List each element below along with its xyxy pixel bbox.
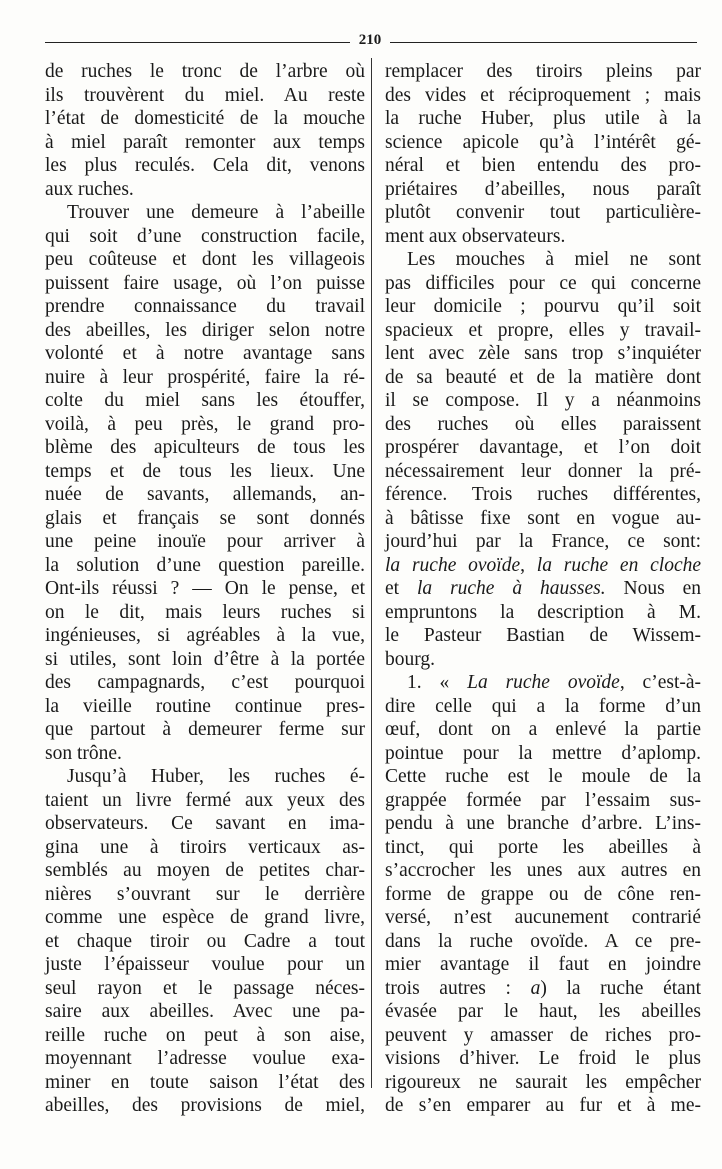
- text-line: Trouver une demeure à l’abeille: [67, 202, 365, 223]
- text-line: des abeilles, les diriger selon notre: [45, 319, 365, 341]
- text-line: pas difficiles pour ce qui concerne: [385, 272, 701, 294]
- text-line: nuire à leur prospérité, faire la ré-: [45, 366, 365, 388]
- text-line: visions d’hiver. Le froid le plus: [385, 1048, 701, 1069]
- text-line: Ont-ils réussi ? — On le pense, et: [45, 578, 365, 599]
- header-rule-left: [45, 42, 350, 43]
- text-line: [385, 671, 701, 695]
- text-line: s’accrocher les unes aux autres en: [385, 860, 701, 881]
- text-line: colte du miel sans les étouffer,: [45, 390, 365, 411]
- text-run: 1. «: [407, 672, 468, 693]
- text-line: ils trouvèrent du miel. Au reste: [45, 84, 365, 106]
- text-line: taient un livre fermé aux yeux des: [45, 789, 365, 811]
- text-line: peu coûteuse et dont les villageois: [45, 249, 365, 270]
- text-line: tinct, qui porte les abeilles à: [385, 836, 701, 858]
- text-line: des ruches où elles paraissent: [385, 413, 701, 435]
- text-line: juste l’épaisseur voulue pour un: [45, 954, 365, 975]
- text-line: peuvent y amasser de riches pro-: [385, 1024, 701, 1046]
- text-line: ment aux observateurs.: [385, 225, 566, 247]
- text-line: de s’en emparer au fur et à me-: [385, 1095, 701, 1116]
- text-line: science apicole qu’à l’intérêt gé-: [385, 131, 701, 153]
- page-number: 210: [358, 32, 382, 48]
- text-line: grappée formée par l’essaim sus-: [385, 789, 701, 811]
- text-run: Nous en: [605, 578, 701, 599]
- text-line: temps et de tous les lieux. Une: [45, 460, 365, 482]
- text-line: et chaque tiroir ou Cadre a tout: [45, 930, 365, 952]
- text-line: bourg.: [385, 648, 436, 670]
- text-line: mier avantage il faut en joindre: [385, 954, 701, 975]
- text-line: voilà, à peu près, le grand pro-: [45, 413, 365, 435]
- text-run: , c’est-à-: [619, 672, 702, 693]
- text-line: néral et bien entendu des pro-: [385, 155, 701, 176]
- text-line: gina une à tiroirs verticaux as-: [45, 836, 365, 858]
- text-line: nières s’ouvrant sur le derrière: [45, 883, 365, 905]
- text-line: spacieux et propre, elles y travail-: [385, 319, 701, 341]
- text-line: prendre connaissance du travail: [45, 296, 365, 317]
- text-line: semblés au moyen de petites char-: [45, 860, 365, 881]
- text-line: il se compose. Il y a néanmoins: [385, 390, 701, 411]
- text-line: prospérer davantage, et l’on doit: [385, 437, 701, 458]
- text-line: des vides et réciproquement ; mais: [385, 84, 701, 106]
- text-line: dire celle qui a la forme d’un: [385, 695, 701, 717]
- text-line: abeilles, des provisions de miel,: [45, 1095, 365, 1116]
- text-line: moyennant l’adresse voulue exa-: [45, 1048, 365, 1069]
- text-line: forme de grappe ou de cône ren-: [385, 883, 701, 905]
- header-rule-right: [390, 42, 697, 43]
- text-line: nécessairement leur donner la pré-: [385, 460, 701, 482]
- text-line: glais et français se sont donnés: [45, 507, 365, 529]
- text-line: de sa beauté et de la matière dont: [385, 366, 701, 388]
- text-line: dans la ruche ovoïde. A ce pre-: [385, 930, 701, 952]
- page-header: [45, 30, 697, 50]
- text-line: de ruches le tronc de l’arbre où: [45, 61, 365, 82]
- text-line: [385, 977, 701, 1001]
- text-line: comme une espèce de grand livre,: [45, 907, 365, 928]
- text-run: et: [385, 578, 417, 599]
- text-line: évasée par le haut, les abeilles: [385, 1001, 701, 1022]
- text-line: aux ruches.: [45, 178, 134, 200]
- text-line: œuf, dont on a enlevé la partie: [385, 719, 701, 740]
- text-run: ) la ruche étant: [540, 977, 701, 999]
- text-line: si utiles, sont loin d’être à la portée: [45, 648, 365, 670]
- text-line: à bâtisse fixe sont en vogue au-: [385, 507, 701, 529]
- text-line: la vieille routine continue pres-: [45, 695, 365, 717]
- text-line: jourd’hui par la France, ce sont:: [385, 531, 701, 552]
- text-line: remplacer des tiroirs pleins par: [385, 61, 701, 82]
- text-line: lent avec zèle sans trop s’inquiéter: [385, 343, 701, 364]
- italic-text: la ruche en cloche: [536, 554, 702, 576]
- right-text-column: [385, 60, 701, 1118]
- text-line: seul rayon et le passage néces-: [45, 977, 365, 999]
- text-run: trois autres :: [385, 977, 531, 999]
- text-line: [385, 554, 701, 578]
- text-line: empruntons la description à M.: [385, 601, 701, 623]
- text-line: à miel paraît remonter aux temps: [45, 131, 365, 153]
- text-line: miner en toute saison l’état des: [45, 1071, 365, 1093]
- text-line: saire aux abeilles. Avec une pa-: [45, 1001, 365, 1022]
- text-run: ,: [520, 554, 537, 576]
- text-line: l’état de domesticité de la mouche: [45, 108, 365, 129]
- text-line: puissent faire usage, où l’on puisse: [45, 272, 365, 294]
- text-line: observateurs. Ce savant en ima-: [45, 813, 365, 834]
- text-line: férence. Trois ruches différentes,: [385, 484, 701, 505]
- text-line: des campagnards, c’est pourquoi: [45, 672, 365, 693]
- text-line: une peine inouïe pour arriver à: [45, 531, 365, 552]
- text-line: la solution d’une question pareille.: [45, 554, 365, 576]
- text-line: pendu à une branche d’arbre. L’ins-: [385, 813, 701, 834]
- italic-text: la ruche ovoïde: [385, 554, 521, 576]
- text-line: nuée de savants, allemands, an-: [45, 484, 365, 505]
- text-line: rigoureux ne saurait les empêcher: [385, 1071, 701, 1093]
- text-line: versé, n’est aucunement contrarié: [385, 907, 701, 928]
- text-line: [385, 577, 701, 601]
- text-line: leur domicile ; pourvu qu’il soit: [385, 296, 701, 317]
- text-line: ingénieuses, si agréables à la vue,: [45, 625, 365, 646]
- text-line: la ruche Huber, plus utile à la: [385, 108, 701, 129]
- text-line: les plus reculés. Cela dit, venons: [45, 155, 365, 176]
- text-line: plutôt convenir tout particulière-: [385, 202, 701, 223]
- text-line: le Pasteur Bastian de Wissem-: [385, 625, 701, 646]
- text-line: reille ruche on peut à son aise,: [45, 1024, 365, 1046]
- text-line: blème des apiculteurs de tous les: [45, 437, 365, 458]
- column-divider: [371, 58, 372, 1088]
- italic-text: a: [530, 977, 541, 999]
- left-text-column: [45, 60, 365, 1118]
- italic-text: la ruche à hausses.: [416, 578, 606, 599]
- text-line: Cette ruche est le moule de la: [385, 766, 701, 787]
- text-line: pointue pour la mettre d’aplomp.: [385, 742, 701, 764]
- text-line: on le dit, mais leurs ruches si: [45, 601, 365, 623]
- text-line: qui soit d’une construction facile,: [45, 225, 365, 247]
- text-line: son trône.: [45, 742, 122, 764]
- text-line: volonté et à notre avantage sans: [45, 343, 365, 364]
- text-line: Jusqu’à Huber, les ruches é-: [67, 766, 365, 787]
- text-line: priétaires d’abeilles, nous paraît: [385, 178, 701, 200]
- text-line: Les mouches à miel ne sont: [407, 249, 701, 270]
- text-line: que partout à demeurer ferme sur: [45, 719, 365, 740]
- italic-text: La ruche ovoïde: [467, 672, 620, 693]
